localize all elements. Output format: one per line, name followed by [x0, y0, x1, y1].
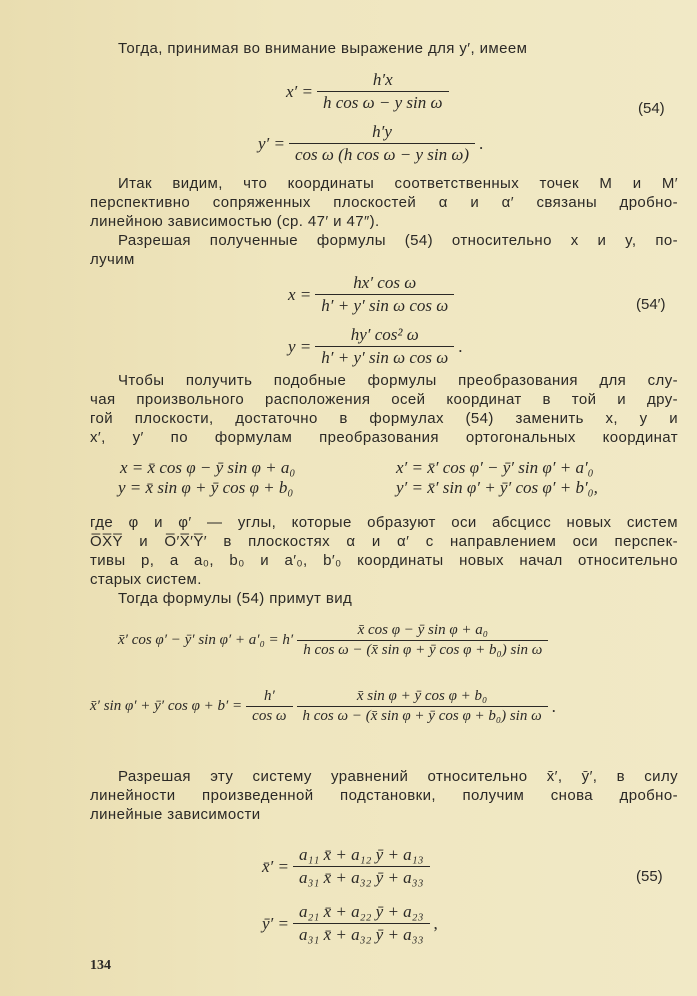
equation-54p-a [288, 273, 454, 316]
text-line: x′, y′ по формулам преобразования ортогональных координат [90, 429, 678, 446]
eq-denominator: cos ω [246, 706, 292, 725]
eq-punct: . [458, 336, 463, 356]
equation-54p-b [288, 325, 463, 368]
eq-lhs: ȳ′ = [262, 913, 289, 933]
text-line: лучим [90, 251, 135, 268]
eq-lhs: y′ = [258, 133, 285, 153]
eq-denominator: a₃₁ x̄ + a₃₂ ȳ + a₃₃ [293, 923, 430, 945]
eq-punct: . [479, 133, 484, 153]
equation-number: (55) [636, 868, 663, 885]
transform-eq: y = x̄ sin φ + ȳ cos φ + b₀ [118, 478, 294, 497]
equation-54b [258, 122, 483, 165]
equation-number: (54) [638, 100, 665, 117]
text-line: Тогда формулы (54) примут вид [118, 590, 353, 607]
eq-numerator: h′x [372, 70, 393, 89]
equation-54a [286, 70, 449, 113]
eq-denominator: h cos ω − (x̄ sin φ + ȳ cos φ + b₀) sin ω [297, 706, 548, 725]
eq-numerator: x̄ cos φ − ȳ sin φ + a₀ [357, 622, 488, 638]
eq-lhs: x̄′ = [262, 856, 289, 876]
transform-eq: x′ = x̄′ cos φ′ − ȳ′ sin φ′ + a′₀ [396, 458, 594, 477]
text-line: линейные зависимости [90, 806, 261, 823]
eq-denominator: h′ + y′ sin ω cos ω [315, 346, 454, 368]
eq-denominator: a₃₁ x̄ + a₃₂ ȳ + a₃₃ [293, 866, 430, 888]
transform-eq: x = x̄ cos φ − ȳ sin φ + a₀ [120, 458, 296, 477]
equation-55b [262, 902, 438, 945]
eq-lhs: x = [288, 284, 312, 304]
equation-55a [262, 845, 430, 888]
text-line: Итак видим, что координаты соответственных точек M и M′ [118, 175, 678, 192]
text-line: старых систем. [90, 571, 202, 588]
eq-numerator: h′ [263, 688, 275, 704]
text-line: где φ и φ′ — углы, которые образуют оси абсцисс новых систем [90, 514, 678, 531]
text-line: линейною зависимостью (ср. 47′ и 47″). [90, 213, 380, 230]
eq-punct: . [551, 696, 556, 716]
text-line: Тогда, принимая во внимание выражение для y′, имеем [118, 40, 528, 57]
text-line: линейности произведенной подстановки, получим снова дробно- [90, 787, 678, 804]
eq-numerator: hy′ cos² ω [350, 325, 419, 344]
eq-numerator: x̄ sin φ + ȳ cos φ + b₀ [356, 688, 488, 704]
transform-eq: y′ = x̄′ sin φ′ + ȳ′ cos φ′ + b′₀, [396, 478, 598, 497]
text-line: Чтобы получить подобные формулы преобразования для слу- [118, 372, 678, 389]
eq-numerator: hx′ cos ω [353, 273, 417, 292]
eq-denominator: h cos ω − (x̄ sin φ + ȳ cos φ + b₀) sin ω [297, 640, 548, 659]
eq-denominator: cos ω (h cos ω − y sin ω) [289, 143, 475, 165]
eq-numerator: h′y [372, 122, 392, 141]
eq-punct: , [433, 913, 438, 933]
eq-lhs: y = [288, 336, 312, 356]
text-line: Разрешая эту систему уравнений относительно x̄′, ȳ′, в силу [118, 768, 678, 785]
eq-lhs: x̄′ sin φ′ + ȳ′ cos φ + b′ = [90, 698, 243, 714]
text-line: O̅X̅Y̅ и O̅′X̅′Y̅′ в плоскостях α и α′ с направлением оси перспек- [90, 533, 678, 550]
equation-number: (54′) [636, 296, 666, 313]
eq-denominator: h′ + y′ sin ω cos ω [315, 294, 454, 316]
text-line: перспективно сопряженных плоскостей α и α′ связаны дробно- [90, 194, 678, 211]
page-number: 134 [90, 958, 111, 973]
text-line: гой плоскости, достаточно в формулах (54) заменить x, y и [90, 410, 678, 427]
equation-transformed-2 [90, 688, 556, 725]
eq-numerator: a₂₁ x̄ + a₂₂ ȳ + a₂₃ [299, 902, 424, 921]
text-line: чая произвольного расположения осей координат в той и дру- [90, 391, 678, 408]
eq-numerator: a₁₁ x̄ + a₁₂ ȳ + a₁₃ [299, 845, 424, 864]
eq-lhs: x̄′ cos φ′ − ȳ′ sin φ′ + a′₀ = h′ [118, 632, 294, 648]
text-line: Разрешая полученные формулы (54) относительно x и y, по- [118, 232, 678, 249]
equation-transformed-1 [118, 622, 548, 659]
eq-denominator: h cos ω − y sin ω [317, 91, 449, 113]
text-line: тивы p, а a₀, b₀ и a′₀, b′₀ координаты новых начал относительно [90, 552, 678, 569]
eq-lhs: x′ = [286, 81, 313, 101]
